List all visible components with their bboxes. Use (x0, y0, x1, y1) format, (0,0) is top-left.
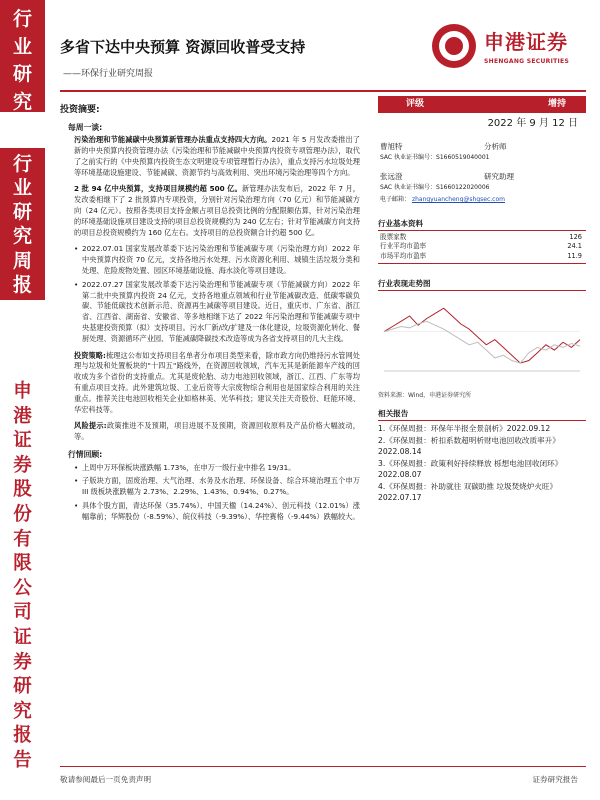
email-label: 电子邮箱： (380, 196, 411, 203)
para-text: 新管理办法发布后，2022 年 7 月，发改委相继下了 2 批预算内专项投资，分别针对污染治理方向（70 亿元）和节能减碳方向（24 亿元）。按照各类项目支持金额占项目总投资比例的分配限额估算，针对污染治理的环境基础设施项目建设支持的项目总投资规模约为 240 亿左右；针对节能减碳方向支持的项目总投资规模约为 160 亿左右。支持项目的总投资额合计约超 500 亿。 (74, 184, 360, 237)
analyst-name: 张远澄 (380, 172, 403, 181)
sidebar-company-name (0, 380, 45, 774)
sidebar-char: 研 (13, 676, 32, 698)
sidebar-char: 究 (12, 90, 32, 113)
analyst-entry (378, 141, 586, 171)
list-item: • 2022.07.27 国家发展改革委下达污染治理和节能减碳专项（节能减碳方向）2022 年第二批中央预算内投资 24 亿元，支持各地重点领域和行业节能减碳改造、低碳零碳负碳、节能低碳技术创新示范、资源再生减碳等项目建设。近日，重庆市、广东省、浙江省、江西省、湖南省、安徽省、等多地相继下达了 2022 年污染治理和节能减碳专项中央基建投资预算（拟）支持项目。污水厂新/改/扩建及一体化建设，垃圾资源化转化、餐厨处理、资源循环产业园、节能减碳降碳技术改造等成为各省支持项目的几大主线。 (74, 280, 360, 345)
info-value: 24.1 (567, 242, 582, 251)
series-line-1 (384, 321, 580, 363)
chart-svg (378, 293, 586, 389)
market-heading: 行情回顾: (68, 449, 103, 459)
sidebar-char: 告 (13, 749, 32, 771)
company-logo (432, 24, 592, 70)
report-subtitle: ——环保行业研究周报 (63, 69, 154, 79)
report-date: 2022 年 9 月 12 日 (487, 118, 578, 129)
list-item: • 子版块方面，固废治理、大气治理、水务及水治理、环保设备、综合环境治理五个申万 III 级板块涨跌幅为 2.73%、2.29%、1.43%、0.94%、0.27%。 (74, 476, 360, 498)
weekly-heading: 每周一谈: (68, 122, 103, 132)
sidebar-char: 证 (13, 430, 32, 452)
para-bold: 污染治理和节能减碳中央预算新管理办法重点支持四大方向。 (74, 135, 272, 145)
strategy-text: 梳理这公布如支持项目名单者分布项目类型来看，除市政方向仍维持污水管网处理与垃圾和处置板块的"十四五"路线外，在资源回收领域，汽车无其是新能源车产线的回收成为多个省份的支持重点。尤其是废轮胎、动力电池回收领域，浙江、江西、广东等均有重点项目支持。此外建筑垃圾、工业后资等大宗废物综合利用也是国家综合利用的关注重点。推荐关注电池回收相关企业如格林美、光华科技；建议关注天奇股份、旺能环境、华宏科技等。 (74, 350, 360, 414)
analyst-role: 分析师 (484, 142, 507, 151)
sidebar-char: 报 (12, 273, 32, 296)
related-report-item[interactable]: 4.《环保周报：补助就往 双碳助推 垃圾焚烧炉火旺》2022.07.17 (378, 482, 558, 503)
list-item: • 2022.07.01 国家发展改革委下达污染治理和节能减碳专项（污染治理方向）2022 年中央预算内投资 70 亿元，支持各地污水处理、污水资源化利用、城镇生活垃圾分类和处理、危险废物处置、园区环境基础设施、海水淡化等项目建设。 (74, 244, 360, 276)
chart-title: 行业表现走势图 (378, 278, 586, 291)
sidebar-char: 业 (12, 35, 32, 58)
strategy-paragraph (74, 351, 360, 416)
strategy-heading: 投资策略: (74, 350, 106, 360)
summary-heading: 投资摘要: (60, 105, 100, 115)
sidebar-char: 限 (13, 553, 32, 575)
paragraph (74, 135, 360, 178)
header-divider (60, 90, 586, 92)
report-title: 多省下达中央预算 资源回收普受支持 (60, 38, 306, 56)
sidebar-char: 周 (12, 249, 32, 272)
related-reports (378, 408, 586, 503)
sidebar-char: 研 (12, 63, 32, 86)
related-title: 相关报告 (378, 408, 586, 421)
chart-source: 资料来源：Wind，申港证券研究所 (378, 392, 472, 400)
logo-mark (432, 24, 476, 68)
sidebar-char: 券 (13, 651, 32, 673)
rating-bar (378, 96, 586, 113)
footer-doc-type: 证券研究报告 (532, 775, 578, 784)
sidebar-char: 证 (13, 626, 32, 648)
right-sidebar (378, 96, 586, 504)
sidebar-char: 行 (12, 8, 32, 30)
sidebar-industry-research (3, 6, 42, 116)
related-report-item[interactable]: 2.《环保周报：析扣系数超明析财电池回收改质率升》2022.08.14 (378, 436, 560, 457)
paragraph (74, 184, 360, 238)
analyst-license: SAC 执业证书编号：S1660122020006 (380, 184, 490, 191)
logo-cn-text: 申港证券 (484, 30, 568, 54)
sidebar-char: 究 (12, 225, 32, 248)
main-content (60, 104, 360, 526)
info-key: 市场平均市盈率 (380, 251, 427, 260)
info-value: 126 (569, 233, 582, 242)
email-link[interactable]: zhangyuancheng@shgsec.com (411, 196, 505, 203)
rating-value: 增持 (547, 99, 566, 109)
sidebar-char: 司 (13, 602, 32, 624)
sidebar-char: 份 (13, 503, 32, 525)
sidebar-char: 业 (12, 177, 32, 200)
sidebar-char: 公 (13, 577, 32, 599)
related-report-item[interactable]: 3.《环保周报：政策利好持续释放 栎想电池回收闭环》2022.08.07 (378, 459, 563, 480)
basic-info-title: 行业基本资料 (378, 218, 586, 231)
sidebar-char: 有 (13, 528, 32, 550)
rating-label: 评级 (406, 99, 425, 109)
left-sidebar (0, 0, 45, 800)
sidebar-char: 股 (13, 479, 32, 501)
info-key: 股票家数 (380, 233, 407, 242)
info-row (378, 252, 586, 264)
related-report-item[interactable]: 1.《环保周报：环保年半报全景剖析》2022.09.12 (378, 424, 551, 434)
info-row (378, 242, 586, 251)
risk-text: 政策推进不及预期，项目进展不及预期，资源回收原料及产品价格大幅波动，等。 (74, 421, 360, 442)
list-item: • 具体个股方面，青达环保（35.74%）、中国天楹（14.24%）、创元科技（12.01%）涨幅靠前；华辉股份（-8.59%）、皖仪科技（-9.39%）、华控赛格（-9.44%）跌幅较大。 (74, 501, 360, 523)
sidebar-weekly-report (3, 152, 42, 297)
analyst-role: 研究助理 (484, 172, 514, 181)
info-value: 11.9 (567, 251, 582, 260)
analyst-name: 曹旭特 (380, 142, 403, 151)
list-item: • 上周中万环保板块涨跌幅 1.73%，在申万一级行业中排名 19/31。 (74, 463, 360, 474)
footer-divider (60, 766, 586, 767)
performance-chart (378, 293, 586, 389)
para-bold: 2 批 94 亿中央预算，支持项目规模约超 500 亿。 (74, 184, 242, 194)
sidebar-char: 申 (13, 381, 32, 402)
sidebar-char: 报 (13, 725, 32, 747)
logo-en-text: SHENGANG SECURITIES (484, 58, 570, 65)
info-key: 行业平均市盈率 (380, 242, 427, 251)
analyst-entry (378, 171, 586, 201)
sidebar-char: 行 (12, 153, 32, 175)
sidebar-char: 研 (12, 201, 32, 224)
analyst-license: SAC 执业证书编号：S1660519040001 (380, 154, 490, 161)
sidebar-char: 券 (13, 454, 32, 476)
risk-paragraph (74, 421, 360, 443)
series-line-0 (384, 308, 580, 363)
para-text: 2021 年 5 月发改委推出了新的中央预算内投资管理办法《污染治理和节能减碳中央预算内投资专项管理办法》，取代了之前实行的《中央预算内投资生态文明建设专项管理暂行办法》，重点支持污水垃圾处理等环境基础设施建设、节能减碳、资源节约与高效利用、突出环境污染治理等四个方向。 (74, 135, 360, 177)
sidebar-char: 究 (13, 700, 32, 722)
sidebar-char: 港 (13, 405, 32, 427)
footer-disclaimer: 敬请参阅最后一页免责声明 (60, 775, 152, 784)
risk-heading: 风险提示: (74, 421, 107, 431)
